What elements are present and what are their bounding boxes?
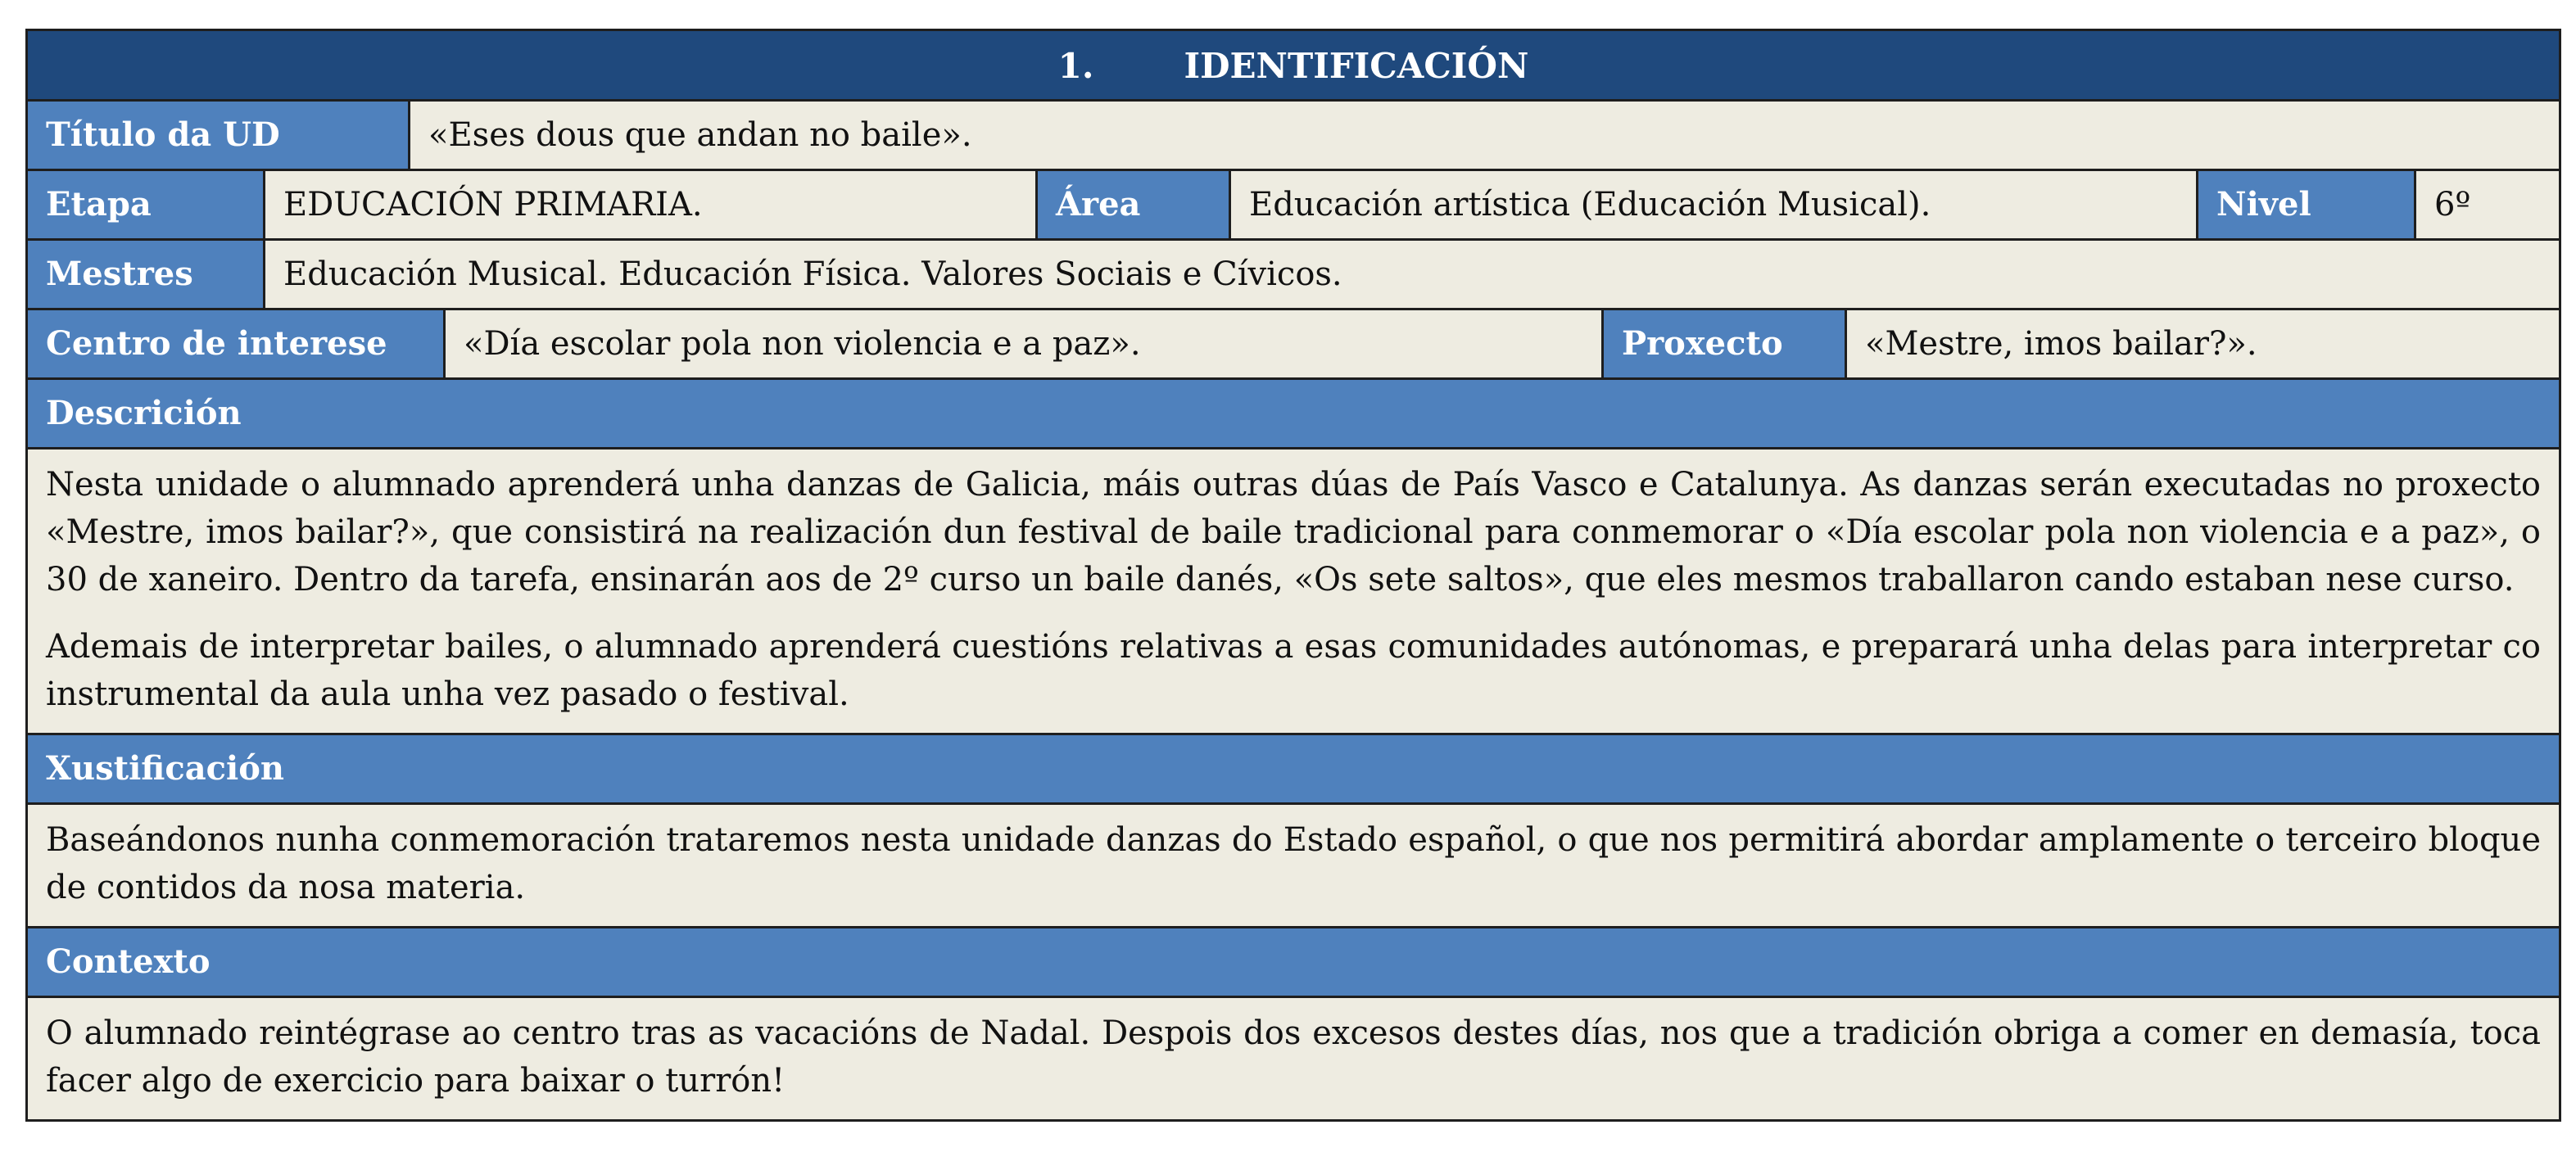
contexto-body-row xyxy=(28,998,2559,1119)
section-title: IDENTIFICACIÓN xyxy=(1184,46,1529,86)
titulo-value: «Eses dous que andan no baile». xyxy=(410,102,2559,169)
descricion-paragraph: Ademais de interpretar bailes, o alumnado aprenderá cuestións relativas a esas comunidades autónomas, e preparará unha delas para interpretar co instrumental da aula unha vez pasado o festival. xyxy=(46,628,2541,713)
descricion-body-row xyxy=(28,449,2559,735)
descricion-body xyxy=(28,449,2559,733)
contexto-heading-row xyxy=(28,928,2559,998)
section-number: 1. xyxy=(1057,46,1094,86)
area-value: Educación artística (Educación Musical). xyxy=(1231,171,2198,238)
etapa-value: EDUCACIÓN PRIMARIA. xyxy=(265,171,1038,238)
area-label: Área xyxy=(1038,171,1231,238)
xustificacion-body-row xyxy=(28,805,2559,928)
xustificacion-heading: Xustificación xyxy=(28,735,2559,802)
proxecto-label: Proxecto xyxy=(1604,310,1847,377)
xustificacion-body xyxy=(28,805,2559,926)
nivel-label: Nivel xyxy=(2198,171,2416,238)
descricion-heading-row xyxy=(28,380,2559,449)
nivel-value: 6º xyxy=(2416,171,2559,238)
descricion-heading: Descrición xyxy=(28,380,2559,447)
xustificacion-paragraph: Baseándonos nunha conmemoración trataremos nesta unidade danzas do Estado español, o que nos permitirá abordar amplamente o terceiro bloque de contidos da nosa materia. xyxy=(46,821,2541,906)
proxecto-value: «Mestre, imos bailar?». xyxy=(1847,310,2559,377)
contexto-paragraph: O alumnado reintégrase ao centro tras as vacacións de Nadal. Despois dos excesos destes días, nos que a tradición obriga a comer en demasía, toca facer algo de exercicio para baixar o turrón! xyxy=(46,1014,2541,1100)
xustificacion-heading-row xyxy=(28,735,2559,805)
centro-value: «Día escolar pola non violencia e a paz». xyxy=(446,310,1604,377)
mestres-value: Educación Musical. Educación Física. Valores Sociais e Cívicos. xyxy=(265,241,2559,308)
centro-label: Centro de interese xyxy=(28,310,446,377)
row-titulo xyxy=(28,102,2559,171)
identification-table xyxy=(25,29,2561,1122)
row-mestres xyxy=(28,241,2559,310)
row-centro xyxy=(28,310,2559,380)
etapa-label: Etapa xyxy=(28,171,265,238)
row-etapa xyxy=(28,171,2559,241)
section-title-row xyxy=(28,31,2559,102)
descricion-paragraph: Nesta unidade o alumnado aprenderá unha danzas de Galicia, máis outras dúas de País Vasco e Catalunya. As danzas serán executadas no proxecto «Mestre, imos bailar?», que consistirá na realización dun festival de baile tradicional para conmemorar o «Día escolar pola non violencia e a paz», o 30 de xaneiro. Dentro da tarefa, ensinarán aos de 2º curso un baile danés, «Os sete saltos», que eles mesmos traballaron cando estaban nese curso. xyxy=(46,466,2541,599)
contexto-body xyxy=(28,998,2559,1119)
titulo-label: Título da UD xyxy=(28,102,410,169)
contexto-heading: Contexto xyxy=(28,928,2559,996)
mestres-label: Mestres xyxy=(28,241,265,308)
